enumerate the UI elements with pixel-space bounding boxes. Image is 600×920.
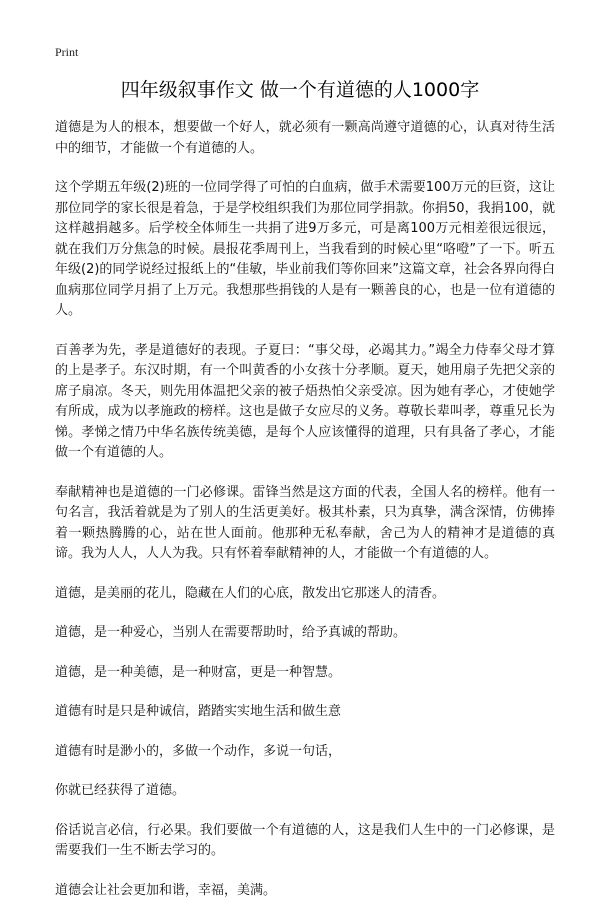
page-title: 四年级叙事作文 做一个有道德的人1000字 <box>120 79 480 101</box>
paragraph-virtue: 道德，是一种美德，是一种财富，更是一种智慧。 <box>55 664 342 680</box>
print-link[interactable]: Print <box>55 45 79 59</box>
paragraph-filial-piety: 百善孝为先，孝是道德好的表现。子夏曰：“事父母，必竭其力。”竭全力侍奉父母才算的上是孝子。东汉时期，有一个叫黄香的小女孩十分孝顺。夏天，她用扇子先把父亲的席子扇凉。冬天，则先用体温把父亲的被子焐热怕父亲受凉。因为她有孝心，才使她学有所成，成为以孝施政的榜样。这也是做子女应尽的义务。尊敬长辈叫孝，尊重兄长为悌。孝悌之情乃中华名族传统美德，是每个人应该懂得的道理，只有具备了孝心，才能做一个有道德的人。 <box>55 342 555 460</box>
paragraph-small-acts: 道德有时是渺小的，多做一个动作，多说一句话， <box>55 743 342 759</box>
paragraph-donation-story: 这个学期五年级(2)班的一位同学得了可怕的白血病，做手术需要100万元的巨资，这让那位同学的家长很是着急，于是学校组织我们为那位同学捐款。你捐50，我捐100，就这样越捐越多。后学校全体师生一共捐了进9万多元，可是离100万元相差很远很远，就在我们万分焦急的时候。晨报花季周刊上，当我看到的时候心里“咯噔”了一下。听五年级(2)的同学说经过报纸上的“佳敏，毕业前我们等你回来”这篇文章，社会各界向得白血病那位同学月捐了上万元。我想那些捐钱的人是有一颗善良的心，也是一位有道德的人。 <box>55 180 555 318</box>
article-body <box>55 118 555 920</box>
paragraph-proverb: 俗话说言必信，行必果。我们要做一个有道德的人，这是我们人生中的一门必修课，是需要我们一生不断去学习的。 <box>55 822 555 858</box>
paragraph-love: 道德，是一种爱心，当别人在需要帮助时，给予真诚的帮助。 <box>55 625 407 640</box>
paragraph-flower: 道德，是美丽的花儿，隐藏在人们的心底，散发出它那迷人的清香。 <box>55 585 446 601</box>
paragraph-intro: 道德是为人的根本，想要做一个好人，就必须有一颗高尚遵守道德的心，认真对待生活中的细节，才能做一个有道德的人。 <box>55 120 555 156</box>
paragraph-honesty: 道德有时是只是种诚信，踏踏实实地生活和做生意 <box>55 704 342 719</box>
paragraph-conclusion: 道德会让社会更加和谐，幸福，美满。 <box>55 882 277 898</box>
paragraph-achieved: 你就已经获得了道德。 <box>55 783 186 798</box>
paragraph-dedication: 奉献精神也是道德的一门必修课。雷锋当然是这方面的代表，全国人名的榜样。他有一句名言，我活着就是为了别人的生活更美好。极其朴素，只为真挚，满含深情，仿佛捧着一颗热腾腾的心，站在世人面前。他那种无私奉献，舍己为人的精神才是道德的真谛。我为人人，人人为我。只有怀着奉献精神的人，才能做一个有道德的人。 <box>55 484 555 561</box>
